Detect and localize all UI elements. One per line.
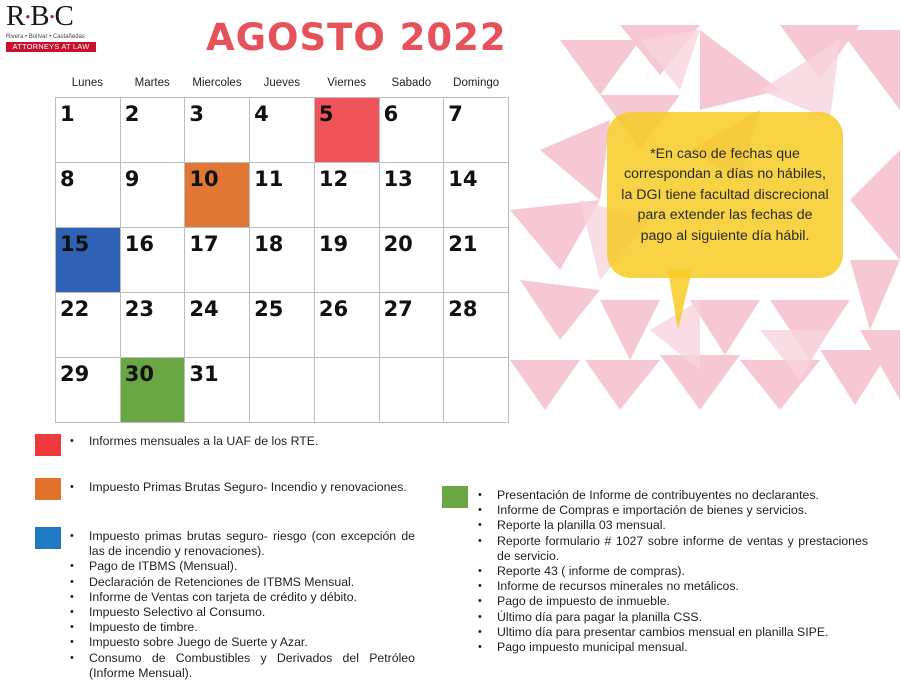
weekday-tuesday: Martes xyxy=(134,77,170,89)
legend-list-orange xyxy=(70,480,407,495)
calendar-day-number: 22 xyxy=(60,297,90,321)
calendar-day-number: 2 xyxy=(124,102,140,126)
calendar-day-number: 26 xyxy=(318,297,349,321)
legend-item: • Consumo de Combustibles y Derivados del Petróleo (Informe Mensual). xyxy=(70,651,415,681)
calendar-day xyxy=(121,293,186,358)
legend-item: • Pago impuesto municipal mensual. xyxy=(478,640,868,655)
logo-tagline: ATTORNEYS AT LAW xyxy=(6,42,96,52)
logo-partner-names: Rivera • Bolívar • Castañedas xyxy=(6,34,85,41)
calendar-grid xyxy=(55,97,509,423)
calendar-day xyxy=(185,228,250,293)
calendar-day-number: 1 xyxy=(60,102,75,126)
calendar-day-number: 15 xyxy=(60,232,90,256)
legend-item: • Informe de Compras e importación de bienes y servicios. xyxy=(478,503,868,518)
legend-item: • Impuesto Selectivo al Consumo. xyxy=(70,605,415,620)
legend-item: • Informe de Ventas con tarjeta de crédito y débito. xyxy=(70,590,415,605)
calendar-day-number: 25 xyxy=(254,297,284,321)
calendar-day-number: 11 xyxy=(254,167,284,191)
firm-logo xyxy=(6,2,96,52)
calendar-day-number: 16 xyxy=(124,232,154,256)
calendar-day xyxy=(315,98,380,163)
calendar-day-number: 5 xyxy=(318,102,334,126)
calendar-day-number: 10 xyxy=(189,167,219,191)
calendar-empty-cell xyxy=(444,358,509,423)
calendar-day-number: 28 xyxy=(448,297,478,321)
legend-swatch-red xyxy=(35,434,61,456)
calendar-day xyxy=(315,228,380,293)
calendar-day-number: 20 xyxy=(383,232,413,256)
calendar-day-number: 12 xyxy=(318,167,349,191)
legend-item: • Presentación de Informe de contribuyentes no declarantes. xyxy=(478,488,868,503)
calendar-day-number: 31 xyxy=(189,362,219,386)
calendar-day-number: 6 xyxy=(383,102,399,126)
calendar-day-number: 30 xyxy=(124,362,154,386)
calendar-day-number: 3 xyxy=(189,102,205,126)
legend-list-blue xyxy=(70,529,415,681)
calendar-day xyxy=(56,163,121,228)
weekday-friday: Viernes xyxy=(327,77,366,89)
weekday-monday: Lunes xyxy=(71,77,104,89)
calendar-day-number: 13 xyxy=(383,167,413,191)
calendar-day-number: 14 xyxy=(448,167,478,191)
calendar-day-number: 4 xyxy=(254,102,269,126)
calendar-day xyxy=(444,98,509,163)
legend-item: • Reporte la planilla 03 mensual. xyxy=(478,518,868,533)
calendar-day xyxy=(56,228,121,293)
calendar-day-number: 8 xyxy=(60,167,75,191)
calendar-day-number: 9 xyxy=(124,167,140,191)
calendar-empty-cell xyxy=(380,358,445,423)
calendar-day xyxy=(121,228,186,293)
legend-item: • Informe de recursos minerales no metálicos. xyxy=(478,579,868,594)
legend-item: • Reporte 43 ( informe de compras). xyxy=(478,564,868,579)
calendar-day xyxy=(380,293,445,358)
legend-item: • Impuesto sobre Juego de Suerte y Azar. xyxy=(70,635,415,650)
calendar-day-number: 21 xyxy=(448,232,478,256)
legend-item: • Impuesto Primas Brutas Seguro- Incendio y renovaciones. xyxy=(70,480,407,495)
logo-mark: R•B•C xyxy=(6,0,74,32)
legend-item: • Pago de ITBMS (Mensual). xyxy=(70,559,415,574)
calendar-day xyxy=(56,358,121,423)
calendar-day xyxy=(444,228,509,293)
calendar-day-number: 24 xyxy=(189,297,219,321)
calendar-day xyxy=(444,293,509,358)
legend-item: • Impuesto de timbre. xyxy=(70,620,415,635)
weekday-sunday: Domingo xyxy=(453,77,500,89)
weekday-header-row xyxy=(55,77,509,95)
weekday-saturday: Sabado xyxy=(391,77,432,89)
note-text: *En caso de fechas que correspondan a días no hábiles, la DGI tiene facultad discrecional para extender las fechas de pago al siguiente día hábil. xyxy=(621,145,829,244)
calendar-day xyxy=(185,293,250,358)
legend-item: • Ultimo día para presentar cambios mensual en planilla SIPE. xyxy=(478,625,868,640)
legend-item: • Pago de impuesto de inmueble. xyxy=(478,594,868,609)
calendar-day xyxy=(444,163,509,228)
calendar-day xyxy=(380,163,445,228)
legend-item: • Reporte formulario # 1027 sobre informe de ventas y prestaciones de servicio. xyxy=(478,534,868,564)
legend-item: • Declaración de Retenciones de ITBMS Mensual. xyxy=(70,575,415,590)
calendar-day-number: 27 xyxy=(383,297,413,321)
calendar-day xyxy=(380,228,445,293)
legend-list-red xyxy=(70,434,318,449)
calendar-day xyxy=(315,163,380,228)
calendar-day-number: 7 xyxy=(448,102,463,126)
calendar-day xyxy=(185,163,250,228)
legend-item: • Informes mensuales a la UAF de los RTE. xyxy=(70,434,318,449)
calendar-day xyxy=(121,98,186,163)
legend-item: • Impuesto primas brutas seguro- riesgo (con excepción de las de incendio y renovaciones). xyxy=(70,529,415,559)
legend-swatch-blue xyxy=(35,527,61,549)
weekday-wednesday: Miercoles xyxy=(192,77,242,89)
calendar-day xyxy=(380,98,445,163)
calendar-day xyxy=(56,293,121,358)
legend-swatch-green xyxy=(442,486,468,508)
calendar-empty-cell xyxy=(315,358,380,423)
calendar-day xyxy=(185,98,250,163)
legend-swatch-orange xyxy=(35,478,61,500)
calendar-day xyxy=(315,293,380,358)
note-bubble xyxy=(607,112,843,278)
calendar-day-number: 17 xyxy=(189,232,219,256)
calendar-day-number: 23 xyxy=(124,297,154,321)
calendar-day xyxy=(185,358,250,423)
calendar-day xyxy=(121,163,186,228)
page-title: AGOSTO 2022 xyxy=(206,16,507,59)
calendar-day xyxy=(250,98,315,163)
calendar-day-number: 18 xyxy=(254,232,284,256)
calendar-day xyxy=(250,163,315,228)
calendar-day xyxy=(250,228,315,293)
calendar-day-number: 19 xyxy=(318,232,349,256)
calendar-empty-cell xyxy=(250,358,315,423)
calendar-day xyxy=(250,293,315,358)
legend-list-green xyxy=(478,488,868,655)
weekday-thursday: Jueves xyxy=(263,77,300,89)
note-bubble-tail xyxy=(668,270,692,330)
legend-item: • Último día para pagar la planilla CSS. xyxy=(478,610,868,625)
calendar-day-number: 29 xyxy=(60,362,90,386)
calendar-day xyxy=(56,98,121,163)
calendar-day xyxy=(121,358,186,423)
